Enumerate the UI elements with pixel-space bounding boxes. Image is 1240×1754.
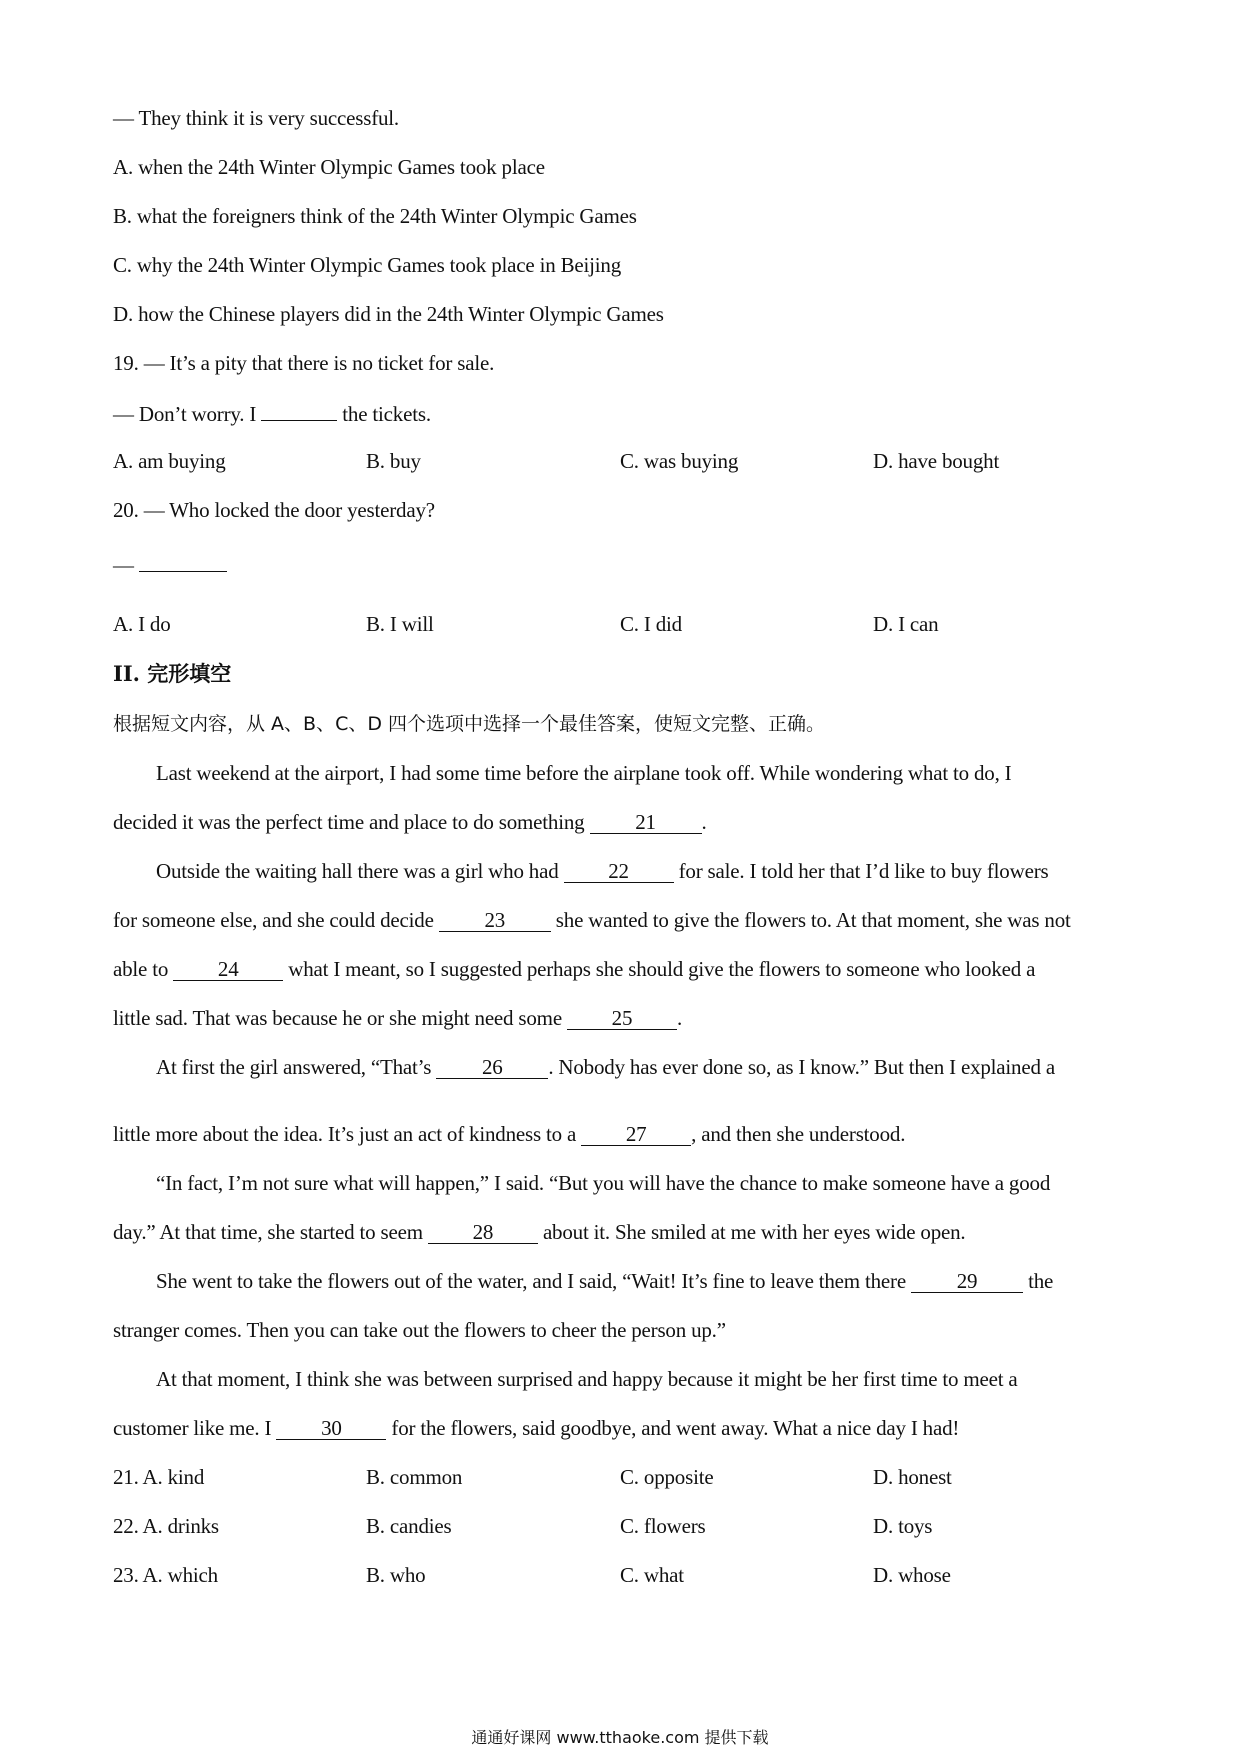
q19-stem: 19. — It’s a pity that there is no ticket for sale. bbox=[113, 351, 495, 375]
q19-option-a: A. am buying bbox=[113, 449, 226, 473]
passage-line bbox=[113, 955, 1035, 983]
passage-line bbox=[113, 1414, 959, 1442]
q19-blank bbox=[261, 398, 337, 421]
blank-27: 27 bbox=[581, 1123, 691, 1146]
q23-option-b: B. who bbox=[366, 1563, 426, 1587]
passage-line bbox=[113, 1004, 682, 1032]
q22-option-b: B. candies bbox=[366, 1514, 452, 1538]
q19-option-c: C. was buying bbox=[620, 449, 739, 473]
section-title: II. 完形填空 bbox=[113, 661, 232, 686]
passage-text: what I meant, so I suggested perhaps she should give the flowers to someone who looked a bbox=[283, 957, 1036, 981]
blank-21: 21 bbox=[590, 811, 702, 834]
q20-blank bbox=[139, 549, 227, 572]
passage-text: she wanted to give the flowers to. At that moment, she was not bbox=[550, 908, 1071, 932]
blank-28: 28 bbox=[428, 1221, 538, 1244]
q18-option-b: B. what the foreigners think of the 24th Winter Olympic Games bbox=[113, 204, 637, 228]
passage-text: . bbox=[701, 810, 707, 834]
q18-option-d: D. how the Chinese players did in the 24th Winter Olympic Games bbox=[113, 302, 664, 326]
q19-reply-end: the tickets. bbox=[337, 402, 431, 426]
page-footer: 通通好课网 www.tthaoke.com 提供下载 bbox=[471, 1728, 769, 1747]
q20-option-b: B. I will bbox=[366, 612, 434, 636]
q21-option-c: C. opposite bbox=[620, 1465, 714, 1489]
q20-option-a: A. I do bbox=[113, 612, 171, 636]
q21-option-a: 21. A. kind bbox=[113, 1465, 205, 1489]
q20-options bbox=[0, 610, 1240, 638]
q23-option-a: 23. A. which bbox=[113, 1563, 218, 1587]
q19-option-b: B. buy bbox=[366, 449, 421, 473]
q22-option-c: C. flowers bbox=[620, 1514, 706, 1538]
q18-answer-line: — They think it is very successful. bbox=[113, 106, 399, 130]
q21-option-b: B. common bbox=[366, 1465, 463, 1489]
passage-text: able to bbox=[113, 957, 174, 981]
passage-line: stranger comes. Then you can take out the flowers to cheer the person up.” bbox=[113, 1318, 726, 1342]
passage-text: , and then she understood. bbox=[691, 1122, 906, 1146]
q20-reply-text: — bbox=[113, 553, 139, 577]
passage-line bbox=[156, 1053, 1055, 1081]
q22-option-d: D. toys bbox=[873, 1514, 933, 1538]
q23-options bbox=[0, 1561, 1240, 1589]
blank-26: 26 bbox=[436, 1056, 548, 1079]
q19-option-d: D. have bought bbox=[873, 449, 1000, 473]
passage-line bbox=[156, 1267, 1053, 1295]
passage-line bbox=[113, 808, 707, 836]
q20-option-d: D. I can bbox=[873, 612, 939, 636]
q19-options bbox=[0, 447, 1240, 475]
blank-30: 30 bbox=[276, 1417, 386, 1440]
passage-text: about it. She smiled at me with her eyes wide open. bbox=[537, 1220, 966, 1244]
blank-24: 24 bbox=[173, 958, 283, 981]
passage-text: customer like me. I bbox=[113, 1416, 277, 1440]
q18-option-c: C. why the 24th Winter Olympic Games took place in Beijing bbox=[113, 253, 621, 277]
q23-option-c: C. what bbox=[620, 1563, 684, 1587]
q21-options bbox=[0, 1463, 1240, 1491]
passage-text: . bbox=[676, 1006, 683, 1030]
q21-option-d: D. honest bbox=[873, 1465, 952, 1489]
passage-line: Last weekend at the airport, I had some time before the airplane took off. While wondering what to do, I bbox=[156, 761, 1012, 785]
passage-line bbox=[113, 1218, 965, 1246]
q22-option-a: 22. A. drinks bbox=[113, 1514, 219, 1538]
passage-text: for someone else, and she could decide bbox=[113, 908, 439, 932]
passage-text: for sale. I told her that I’d like to buy flowers bbox=[673, 859, 1049, 883]
blank-22: 22 bbox=[564, 860, 674, 883]
passage-text: At first the girl answered, “That’s bbox=[156, 1055, 437, 1079]
passage-line bbox=[156, 857, 1048, 885]
passage-text: for the flowers, said goodbye, and went away. What a nice day I had! bbox=[386, 1416, 960, 1440]
passage-line bbox=[113, 906, 1071, 934]
q19-reply bbox=[113, 398, 431, 428]
passage-text: . Nobody has ever done so, as I know.” But then I explained a bbox=[548, 1055, 1055, 1079]
passage-line: “In fact, I’m not sure what will happen,” I said. “But you will have the chance to make someone have a good bbox=[156, 1171, 1051, 1195]
passage-text: the bbox=[1023, 1269, 1054, 1293]
passage-text: little more about the idea. It’s just an act of kindness to a bbox=[113, 1122, 582, 1146]
q19-reply-text: — Don’t worry. I bbox=[113, 402, 262, 426]
passage-text: decided it was the perfect time and place to do something bbox=[113, 810, 590, 834]
section-instruction: 根据短文内容，从 A、B、C、D 四个选项中选择一个最佳答案，使短文完整、正确。 bbox=[113, 713, 826, 735]
passage-line bbox=[113, 1120, 905, 1148]
q20-stem: 20. — Who locked the door yesterday? bbox=[113, 498, 435, 522]
blank-23: 23 bbox=[439, 909, 551, 932]
blank-25: 25 bbox=[567, 1007, 677, 1030]
passage-line: At that moment, I think she was between surprised and happy because it might be her first time to meet a bbox=[156, 1367, 1018, 1391]
passage-text: She went to take the flowers out of the water, and I said, “Wait! It’s fine to leave them there bbox=[156, 1269, 912, 1293]
blank-29: 29 bbox=[911, 1270, 1023, 1293]
passage-text: Outside the waiting hall there was a girl who had bbox=[156, 859, 564, 883]
passage-text: little sad. That was because he or she might need some bbox=[113, 1006, 567, 1030]
q20-option-c: C. I did bbox=[620, 612, 682, 636]
q18-option-a: A. when the 24th Winter Olympic Games took place bbox=[113, 155, 545, 179]
q20-reply bbox=[113, 549, 227, 579]
q22-options bbox=[0, 1512, 1240, 1540]
q23-option-d: D. whose bbox=[873, 1563, 951, 1587]
passage-text: day.” At that time, she started to seem bbox=[113, 1220, 428, 1244]
